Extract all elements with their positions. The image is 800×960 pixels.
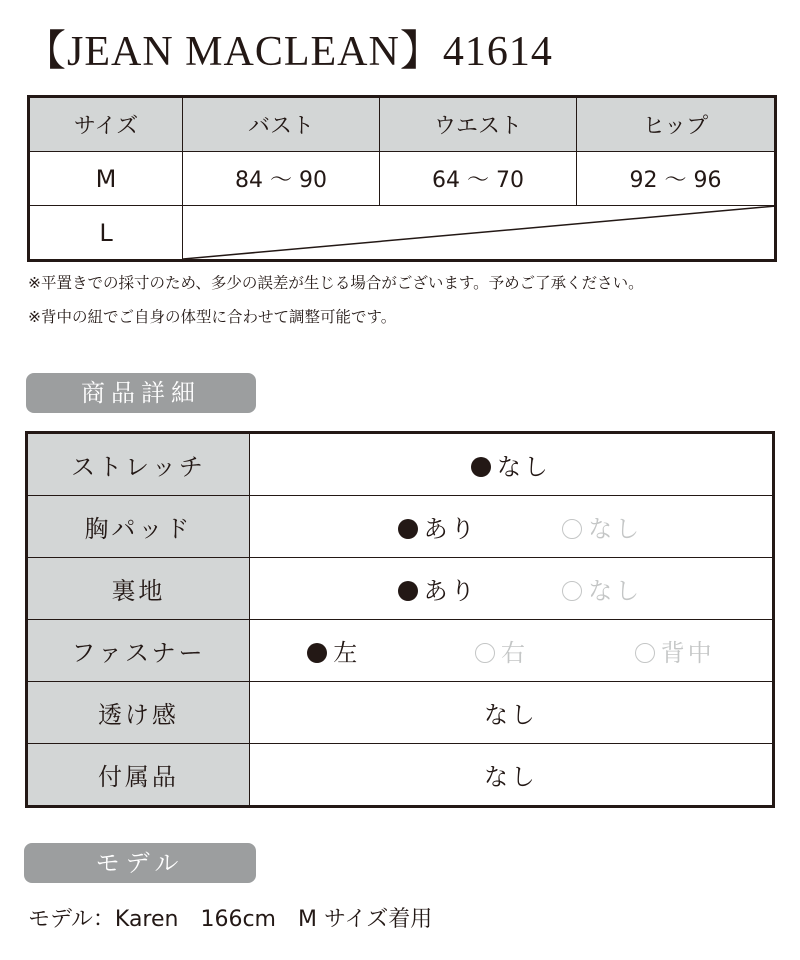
option-selected (471, 447, 551, 482)
option-text: 左 (333, 639, 361, 667)
size-table (27, 95, 777, 262)
size-label-m: M (29, 152, 183, 206)
option-text: あり (423, 515, 478, 543)
detail-row-zipper (27, 620, 774, 682)
details-table (25, 431, 775, 808)
detail-value (249, 433, 773, 496)
note-measurement: ※平置きでの採寸のため、多少の誤差が生じる場合がございます。予めご了承ください。 (28, 274, 644, 292)
header-hip: ヒップ (577, 97, 776, 152)
detail-value (249, 620, 773, 682)
detail-label: ファスナー (27, 620, 250, 682)
detail-value (249, 496, 773, 558)
section-heading-details: 商品詳細 (26, 373, 256, 413)
detail-label: ストレッチ (27, 433, 250, 496)
option-text: なし (496, 453, 551, 481)
size-row-l (29, 206, 776, 261)
detail-row-lining (27, 558, 774, 620)
header-bust: バスト (183, 97, 380, 152)
detail-row-accessories (27, 744, 774, 807)
detail-value: なし (249, 744, 773, 807)
empty-circle-icon (562, 519, 582, 539)
size-label-l: L (29, 206, 183, 261)
detail-row-sheer (27, 682, 774, 744)
filled-circle-icon (398, 519, 418, 539)
detail-label: 透け感 (27, 682, 250, 744)
filled-circle-icon (471, 457, 491, 477)
detail-value (249, 558, 773, 620)
bust-m: 84 ～ 90 (183, 152, 380, 206)
option-text: なし (588, 515, 643, 543)
detail-label: 付属品 (27, 744, 250, 807)
not-available-slash (183, 206, 776, 259)
detail-row-stretch (27, 433, 774, 496)
hip-m: 92 ～ 96 (577, 152, 776, 206)
size-table-header-row (29, 97, 776, 152)
filled-circle-icon (307, 643, 327, 663)
section-heading-model: モデル (24, 843, 256, 883)
option-selected (398, 509, 478, 544)
option-unselected (562, 571, 642, 606)
detail-value: なし (249, 682, 773, 744)
option-selected (307, 633, 360, 668)
header-waist: ウエスト (380, 97, 577, 152)
page-title: 【JEAN MACLEAN】41614 (24, 29, 553, 75)
option-text: なし (588, 577, 643, 605)
option-unselected (562, 509, 642, 544)
option-text: 背中 (660, 639, 715, 667)
note-adjustable: ※背中の紐でご自身の体型に合わせて調整可能です。 (28, 308, 397, 326)
size-row-l-empty (183, 206, 776, 261)
header-size: サイズ (29, 97, 183, 152)
option-selected (398, 571, 478, 606)
empty-circle-icon (475, 643, 495, 663)
filled-circle-icon (398, 581, 418, 601)
option-unselected (635, 633, 715, 668)
option-text: 右 (500, 639, 528, 667)
size-row-m (29, 152, 776, 206)
model-info: モデル：Karen 166cm M サイズ着用 (28, 907, 433, 932)
empty-circle-icon (635, 643, 655, 663)
detail-row-pad (27, 496, 774, 558)
detail-label: 裏地 (27, 558, 250, 620)
option-text: あり (423, 577, 478, 605)
waist-m: 64 ～ 70 (380, 152, 577, 206)
empty-circle-icon (562, 581, 582, 601)
option-unselected (475, 633, 528, 668)
detail-label: 胸パッド (27, 496, 250, 558)
